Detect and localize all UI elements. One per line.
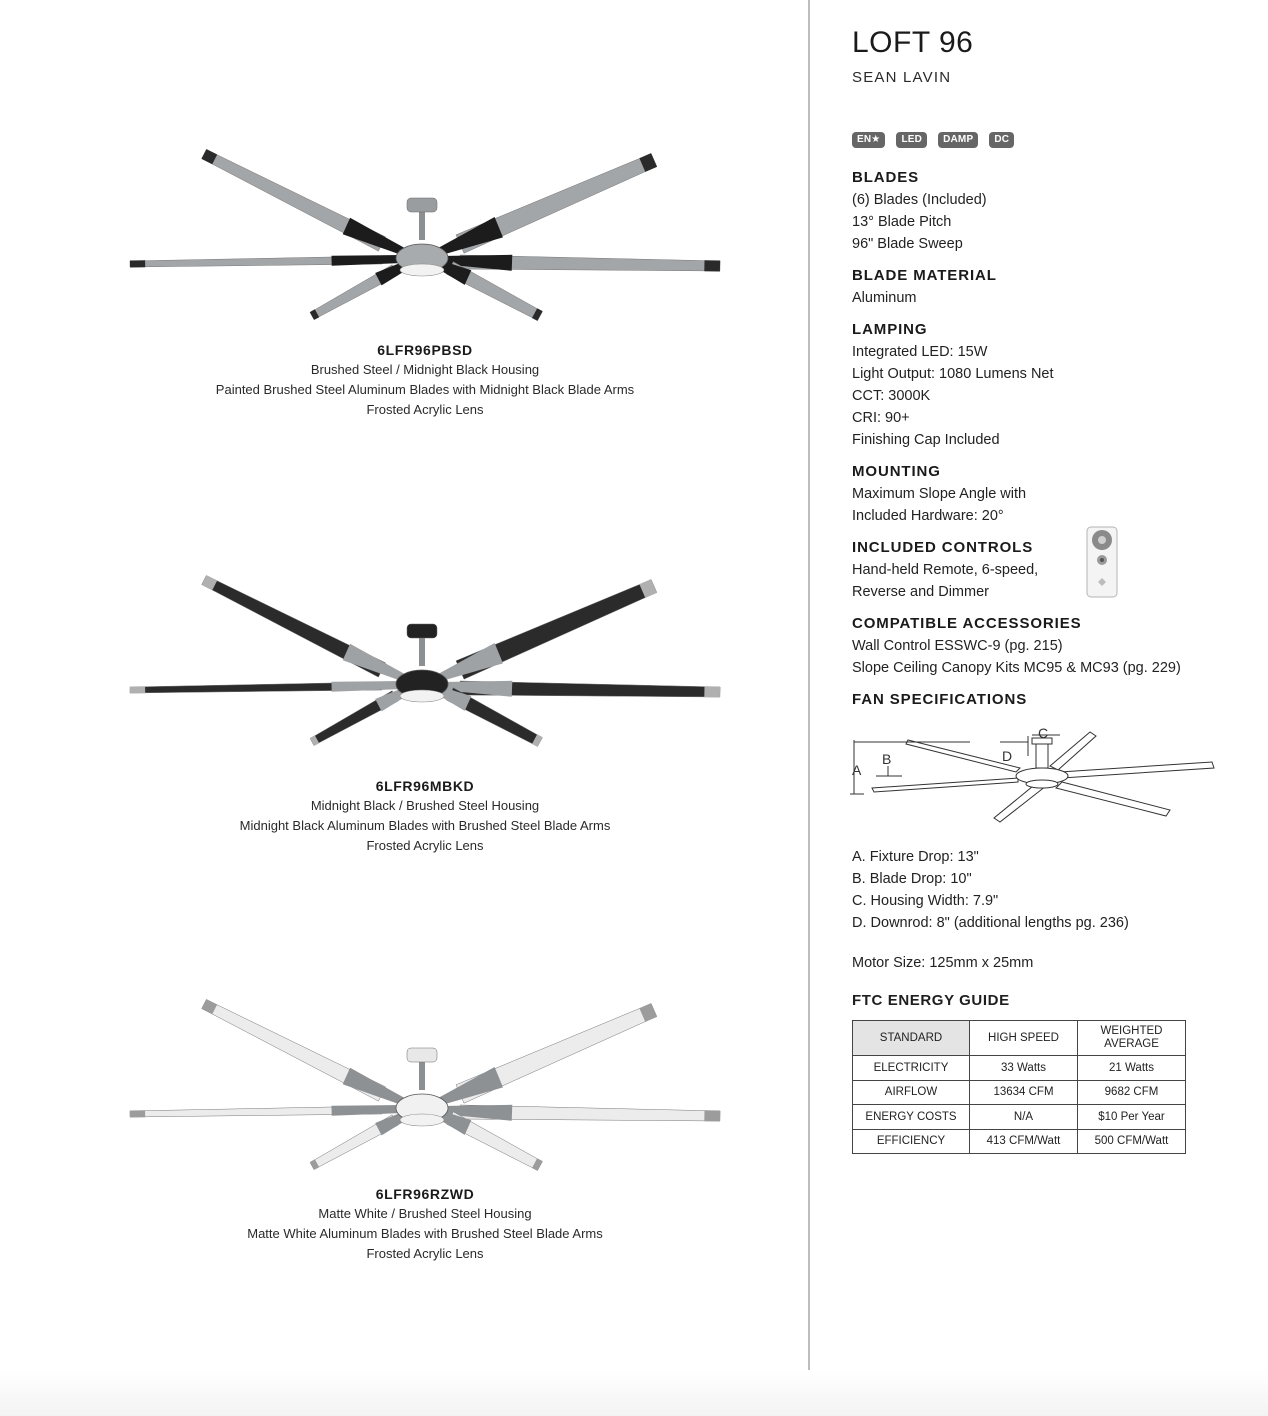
spec-line: Light Output: 1080 Lumens Net — [852, 366, 1054, 382]
downrod — [419, 210, 425, 240]
fan-dimension-diagram — [850, 722, 1220, 830]
table-row — [853, 1080, 1186, 1105]
spec-line: Included Hardware: 20° — [852, 508, 1004, 524]
spec-heading: LAMPING — [852, 321, 928, 338]
header-average: AVERAGE — [1104, 1038, 1159, 1050]
diagram-label-a: A — [852, 762, 862, 778]
spec-lamping — [852, 319, 1054, 451]
blade-tip — [704, 1110, 720, 1121]
fan-image-2 — [120, 566, 730, 766]
blade-tip — [704, 260, 720, 271]
spec-compatible-accessories — [852, 613, 1181, 679]
variant-finish: Matte White / Brushed Steel Housing — [318, 1206, 532, 1221]
table-cell: 413 CFM/Watt — [970, 1129, 1078, 1154]
variant-caption — [120, 1184, 730, 1264]
table-cell: 33 Watts — [970, 1056, 1078, 1081]
spec-heading: FAN SPECIFICATIONS — [852, 691, 1028, 708]
light-lens — [400, 264, 444, 276]
blade-arm — [343, 644, 404, 681]
header-weighted: WEIGHTED — [1100, 1025, 1163, 1037]
ftc-energy-table — [852, 1020, 1186, 1154]
table-cell: N/A — [970, 1105, 1078, 1130]
blade-tip — [130, 260, 145, 267]
table-cell: ENERGY COSTS — [853, 1105, 970, 1130]
damp-rated-badge: DAMP — [938, 132, 978, 148]
spec-line: CRI: 90+ — [852, 410, 910, 426]
spec-line: 13° Blade Pitch — [852, 214, 952, 230]
table-cell: 21 Watts — [1078, 1056, 1186, 1081]
table-header-row — [853, 1021, 1186, 1056]
variant-sku: 6LFR96PBSD — [377, 342, 473, 358]
spec-line: Slope Ceiling Canopy Kits MC95 & MC93 (pg. 229) — [852, 660, 1181, 676]
column-divider — [808, 0, 810, 1416]
blade-arm — [343, 218, 404, 255]
spec-line: (6) Blades (Included) — [852, 192, 987, 208]
blade-arm — [332, 681, 403, 692]
spec-heading: COMPATIBLE ACCESSORIES — [852, 615, 1082, 632]
canopy — [407, 624, 437, 638]
dimension-line: B. Blade Drop: 10" — [852, 871, 972, 887]
table-row — [853, 1056, 1186, 1081]
table-row — [853, 1105, 1186, 1130]
canopy — [407, 1048, 437, 1062]
spec-line: CCT: 3000K — [852, 388, 931, 404]
designer-name: SEAN LAVIN — [852, 69, 952, 86]
spec-included-controls — [852, 537, 1038, 603]
table-row — [853, 1129, 1186, 1154]
light-lens — [400, 1114, 444, 1126]
spec-heading: BLADES — [852, 169, 920, 186]
spec-line: Maximum Slope Angle with — [852, 486, 1027, 502]
blade-tip — [704, 686, 720, 697]
variant-finish: Brushed Steel / Midnight Black Housing — [310, 362, 540, 377]
diagram-label-c: C — [1038, 725, 1049, 741]
feature-badges — [852, 132, 1014, 148]
spec-blade-material — [852, 265, 997, 309]
downrod — [419, 636, 425, 666]
dimension-line: A. Fixture Drop: 13" — [852, 849, 979, 865]
spec-heading: INCLUDED CONTROLS — [852, 539, 1034, 556]
variant-sku: 6LFR96RZWD — [375, 1186, 475, 1202]
motor-size: Motor Size: 125mm x 25mm — [852, 955, 1034, 971]
variant-caption — [120, 776, 730, 856]
ftc-energy-guide-title: FTC ENERGY GUIDE — [852, 992, 1010, 1009]
spec-line: Wall Control ESSWC-9 (pg. 215) — [852, 638, 1063, 654]
spec-line: Hand-held Remote, 6-speed, — [852, 562, 1039, 578]
variant-caption — [120, 340, 730, 420]
table-cell: $10 Per Year — [1078, 1105, 1186, 1130]
energy-star-badge: EN★ — [852, 132, 885, 148]
diagram-label-d: D — [1002, 748, 1013, 764]
variant-blades: Midnight Black Aluminum Blades with Brushed Steel Blade Arms — [239, 818, 611, 833]
spec-line: Aluminum — [852, 290, 917, 306]
dimension-list — [852, 846, 1129, 934]
product-title: LOFT 96 — [852, 26, 974, 59]
spec-line: Finishing Cap Included — [852, 432, 1000, 448]
variant-lens: Frosted Acrylic Lens — [366, 402, 484, 417]
table-cell: 500 CFM/Watt — [1078, 1129, 1186, 1154]
blade-tip — [130, 686, 145, 693]
canopy — [407, 198, 437, 212]
dimension-line: D. Downrod: 8" (additional lengths pg. 236) — [852, 915, 1129, 931]
variant-lens: Frosted Acrylic Lens — [366, 1246, 484, 1261]
spec-fan-specifications — [852, 689, 1027, 711]
remote-control-image — [1086, 526, 1118, 598]
page-bottom-shade — [0, 1370, 1268, 1416]
spec-heading: MOUNTING — [852, 463, 941, 480]
table-cell: 13634 CFM — [970, 1080, 1078, 1105]
table-cell: ELECTRICITY — [853, 1056, 970, 1081]
dc-motor-badge: DC — [989, 132, 1014, 148]
fan-image-1 — [120, 140, 730, 330]
blade-arm — [332, 1105, 403, 1116]
header-high-speed: HIGH SPEED — [970, 1021, 1078, 1056]
table-cell: EFFICIENCY — [853, 1129, 970, 1154]
spec-heading: BLADE MATERIAL — [852, 267, 997, 284]
fan-image-3 — [120, 990, 730, 1180]
variant-lens: Frosted Acrylic Lens — [366, 838, 484, 853]
blade-arm — [343, 1068, 404, 1105]
blade-arm — [332, 255, 403, 266]
spec-blades — [852, 167, 987, 255]
light-lens — [400, 690, 444, 702]
blade-tip — [130, 1110, 145, 1117]
spec-line: Reverse and Dimmer — [852, 584, 989, 600]
spec-mounting — [852, 461, 1026, 527]
header-weighted-average — [1078, 1021, 1186, 1056]
spec-line: 96" Blade Sweep — [852, 236, 963, 252]
table-cell: AIRFLOW — [853, 1080, 970, 1105]
diagram-label-b: B — [882, 751, 892, 767]
spec-line: Integrated LED: 15W — [852, 344, 988, 360]
header-standard: STANDARD — [853, 1021, 970, 1056]
led-badge: LED — [896, 132, 927, 148]
downrod — [419, 1060, 425, 1090]
variant-blades: Matte White Aluminum Blades with Brushed Steel Blade Arms — [247, 1226, 603, 1241]
dimension-line: C. Housing Width: 7.9" — [852, 893, 999, 909]
variant-finish: Midnight Black / Brushed Steel Housing — [310, 798, 540, 813]
variant-blades: Painted Brushed Steel Aluminum Blades with Midnight Black Blade Arms — [215, 382, 635, 397]
table-cell: 9682 CFM — [1078, 1080, 1186, 1105]
variant-sku: 6LFR96MBKD — [375, 778, 475, 794]
